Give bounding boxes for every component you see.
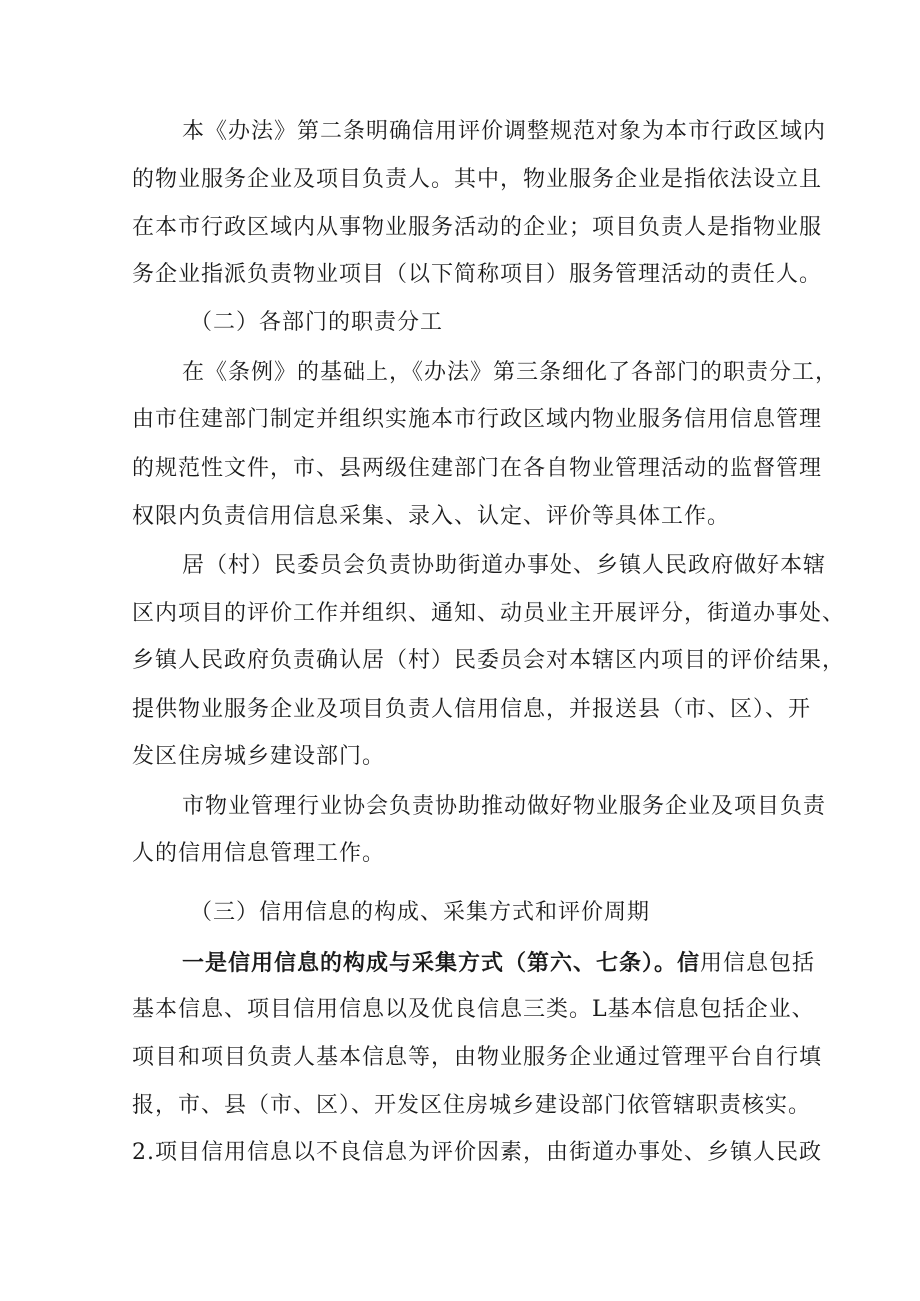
paragraph-line: 市物业管理行业协会负责协助推动做好物业服务企业及项目负责 (182, 794, 827, 819)
paragraph-line: 的规范性文件，市、县两级住建部门在各自物业管理活动的监督管理 (132, 456, 823, 481)
paragraph-line: 基本信息、项目信用信息以及优良信息三类。L基本信息包括企业、 (132, 997, 815, 1022)
paragraph-line: 居（村）民委员会负责协助街道办事处、乡镇人民政府做好本辖 (182, 553, 827, 578)
paragraph-line: 权限内负责信用信息采集、录入、认定、评价等具体工作。 (132, 504, 731, 529)
paragraph-line: 由市住建部门制定并组织实施本市行政区域内物业服务信用信息管理 (132, 407, 823, 432)
paragraph-line: 本《办法》第二条明确信用评价调整规范对象为本市行政区域内 (182, 119, 827, 144)
paragraph-text: 用信息包括 (700, 951, 816, 976)
paragraph-line (182, 943, 920, 983)
paragraph-line: 发区住房城乡建设部门。 (132, 744, 386, 769)
paragraph-line: 的物业服务企业及项目负责人。其中，物业服务企业是指依法设立且 (132, 167, 823, 192)
paragraph-line: 人的信用信息管理工作。 (132, 841, 386, 866)
paragraph-line: 务企业指派负责物业项目（以下简称项目）服务管理活动的责任人。 (132, 262, 823, 287)
paragraph-line: 报，市、县（市、区）、开发区住房城乡建设部门依管辖职责核实。 (132, 1093, 812, 1118)
paragraph-line: 项目和项目负责人基本信息等，由物业服务企业通过管理平台自行填 (132, 1045, 823, 1070)
paragraph-line: 在本市行政区域内从事物业服务活动的企业；项目负责人是指物业服 (132, 215, 823, 240)
section-heading: （二）各部门的职责分工 (190, 310, 444, 335)
section-heading: （三）信用信息的构成、采集方式和评价周期 (190, 900, 651, 925)
paragraph-line: 提供物业服务企业及项目负责人信用信息，并报送县（市、区）、开 (132, 697, 812, 722)
paragraph-line: 区内项目的评价工作并组织、通知、动员业主开展评分，街道办事处、 (132, 601, 846, 626)
paragraph-line: 2.项目信用信息以不良信息为评价因素，由街道办事处、乡镇人民政 (132, 1140, 822, 1165)
paragraph-line: 在《条例》的基础上，《办法》第三条细化了各部门的职责分工， (182, 360, 839, 385)
bold-lead-text: 一是信用信息的构成与采集方式（第六、七条）。信 (182, 950, 701, 976)
paragraph-line: 乡镇人民政府负责确认居（村）民委员会对本辖区内项目的评价结果， (132, 648, 846, 673)
